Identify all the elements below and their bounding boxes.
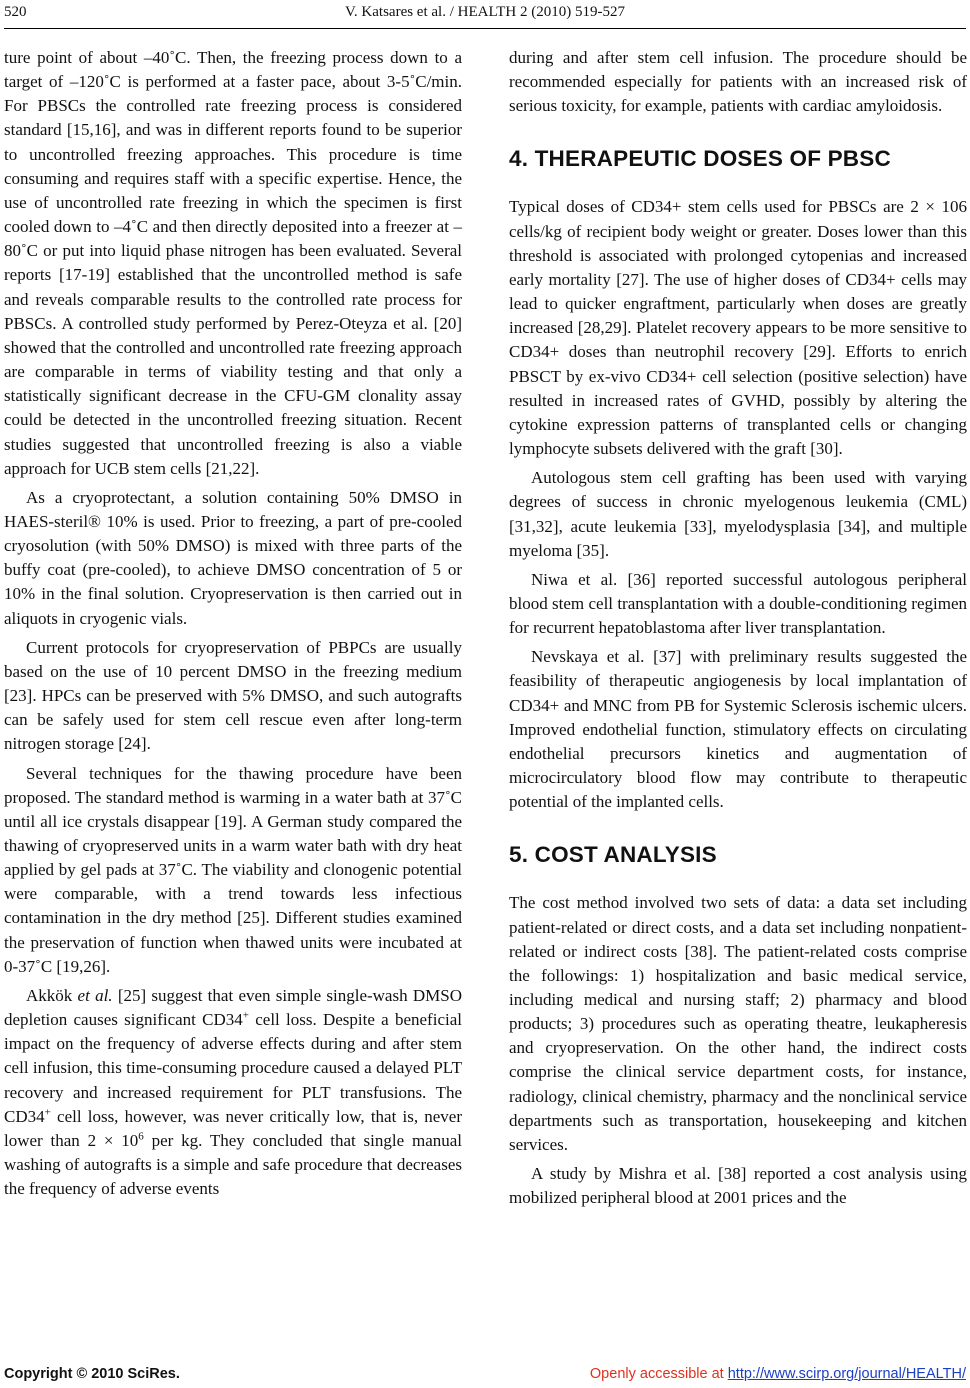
paragraph: Autologous stem cell grafting has been used with varying degrees of success in chronic myelogenous leukemia (CML) [31,32], acute leukemia [33], myelodysplasia [34], and multiple myeloma [35]. [509, 468, 967, 560]
right-column [509, 46, 967, 1210]
paragraph: A study by Mishra et al. [38] reported a cost analysis using mobilized peripheral blood at 2001 prices and the [509, 1164, 967, 1208]
paragraph: Several techniques for the thawing procedure have been proposed. The standard method is warming in a water bath at 37˚C until all ice crystals disappear [19]. A German study compared the thawing of cryopreserved units in a warm water bath with dry heat applied by gel pads at 37˚C. The viability and clonogenic potential were comparable, with a trend towards less infectious contamination in the dry method [25]. Different studies examined the preservation of function when thawed units were incubated at 0-37˚C [19,26]. [4, 763, 462, 976]
superscript: 6 [138, 1130, 144, 1143]
paragraph: ture point of about –40˚C. Then, the freezing process down to a target of –120˚C is performed at a faster pace, about 3-5˚C/min. For PBSCs the controlled rate freezing process is considered standard [15,16], and was in different reports found to be superior to uncontrolled freezing approaches. This procedure is time consuming and requires staff with a specific expertise. Hence, the use of uncontrolled rate freezing in which the specimen is first cooled down to –4˚C and then directly deposited into a freezer at –80˚C or put into liquid phase nitrogen has been evaluated. Several reports [17-19] established that the uncontrolled method is safe and reveals comparable results to the controlled rate process for PBSCs. A controlled study performed by Perez-Oteyza et al. [20] showed that the controlled and uncontrolled rate freezing approach are comparable in terms of viability testing and that only a statistically significant decrease in the CFU-GM clonality assay could be detected in the uncontrolled freezing situation. Recent studies suggested that uncontrolled freezing is also a viable approach for UCB stem cells [21,22]. [4, 48, 462, 478]
open-access-notice [590, 1366, 966, 1382]
paragraph: The cost method involved two sets of data: a data set including patient-related or direct costs, and a data set including nonpatient-related or indirect costs [38]. The patient-related costs comprise the followings: 1) hospitalization and basic medical service, including medical and nursing staff; 2) pharmacy and blood products; 3) procedures such as operating theatre, leukapheresis and cryopreservation. On the other hand, the indirect costs comprise the clinical service department costs, for instance, radiology, clinical chemistry, pharmacy and the nonclinical service departments such as transportation, housekeeping and kitchen services. [509, 893, 967, 1154]
left-column [4, 46, 462, 1201]
copyright-notice: Copyright © 2010 SciRes. [4, 1366, 180, 1382]
text-run: [25] suggest that even simple single-wash DMSO depletion causes significant CD34 [4, 985, 462, 1030]
paragraph: Current protocols for cryopreservation of PBPCs are usually based on the use of 10 percent DMSO in the freezing medium [23]. HPCs can be preserved with 5% DMSO, and such autografts can be safely used for stem cell rescue even after long-term nitrogen storage [24]. [4, 637, 462, 754]
header-rule [4, 28, 966, 29]
paragraph-akkok [4, 984, 462, 1201]
paragraph: Nevskaya et al. [37] with preliminary results suggested the feasibility of therapeutic angiogenesis by local implantation of CD34+ and MNC from PB for Systemic Sclerosis ischemic ulcers. Improved endothelial function, stimulatory effects on circulating endothelial precursors kinetics and augmentation of microcirculatory blood flow may contribute to therapeutic potential of the implanted cells. [509, 647, 967, 812]
text-run: cell loss. Despite a beneficial impact on the frequency of adverse effects during and after stem cell infusion, this time-consuming procedure caused a delayed PLT recovery and increased requirement for PLT transfusions. The CD34 [4, 1010, 462, 1126]
running-title: V. Katsares et al. / HEALTH 2 (2010) 519-527 [345, 4, 625, 20]
text-run: cell loss, however, was never critically low, that is, never lower than 2 × 10 [4, 1106, 462, 1150]
text-run: Akkök [26, 985, 78, 1005]
running-header [0, 4, 970, 24]
superscript: + [44, 1106, 51, 1119]
section-heading-cost-analysis: 5. COST ANALYSIS [509, 842, 717, 868]
paragraph: As a cryoprotectant, a solution containing 50% DMSO in HAES-steril® 10% is used. Prior to freezing, a part of pre-cooled cryosolution (with 50% DMSO) is mixed with three parts of the buffy coat (pre-cooled), to achieve DMSO concentration of 5 or 10% in the final solution. Cryopreservation is then carried out in aliquots in cryogenic vials. [4, 487, 462, 628]
text-run: per kg. They concluded that single manual washing of autografts is a simple and safe procedure that decreases the frequency of adverse events [4, 1130, 463, 1199]
paragraph: Typical doses of CD34+ stem cells used for PBSCs are 2 × 106 cells/kg of recipient body weight or greater. Doses lower than this threshold is associated with prolonged cytopenias and increased early mortality [27]. The use of higher doses of CD34+ cells may lead to quicker engraftment, particularly when doses are greatly increased [28,29]. Platelet recovery appears to be more sensitive to CD34+ doses than neutrophil recovery [29]. Efforts to enrich PBSCT by ex-vivo CD34+ cell selection (positive selection) have resulted in increased rates of GVHD, possibly by altering the cytokine expression patterns of transplanted cells or changing lymphocyte subsets delivered with the graft [30]. [509, 197, 967, 459]
page-footer [0, 1366, 970, 1386]
page-number: 520 [4, 4, 27, 20]
superscript: + [242, 1009, 249, 1022]
access-text: Openly accessible at [589, 1366, 728, 1382]
et-al-italic: et al. [77, 985, 113, 1005]
section-heading-therapeutic-doses: 4. THERAPEUTIC DOSES OF PBSC [509, 146, 891, 172]
paragraph: Niwa et al. [36] reported successful autologous peripheral blood stem cell transplantation with a double-conditioning regimen for recurrent hepatoblastoma after liver transplantation. [509, 569, 967, 638]
paragraph: during and after stem cell infusion. The procedure should be recommended especially for patients with an increased risk of serious toxicity, for example, patients with cardiac amyloidosis. [509, 48, 967, 116]
journal-url-link[interactable]: http://www.scirp.org/journal/HEALTH/ [727, 1366, 966, 1382]
